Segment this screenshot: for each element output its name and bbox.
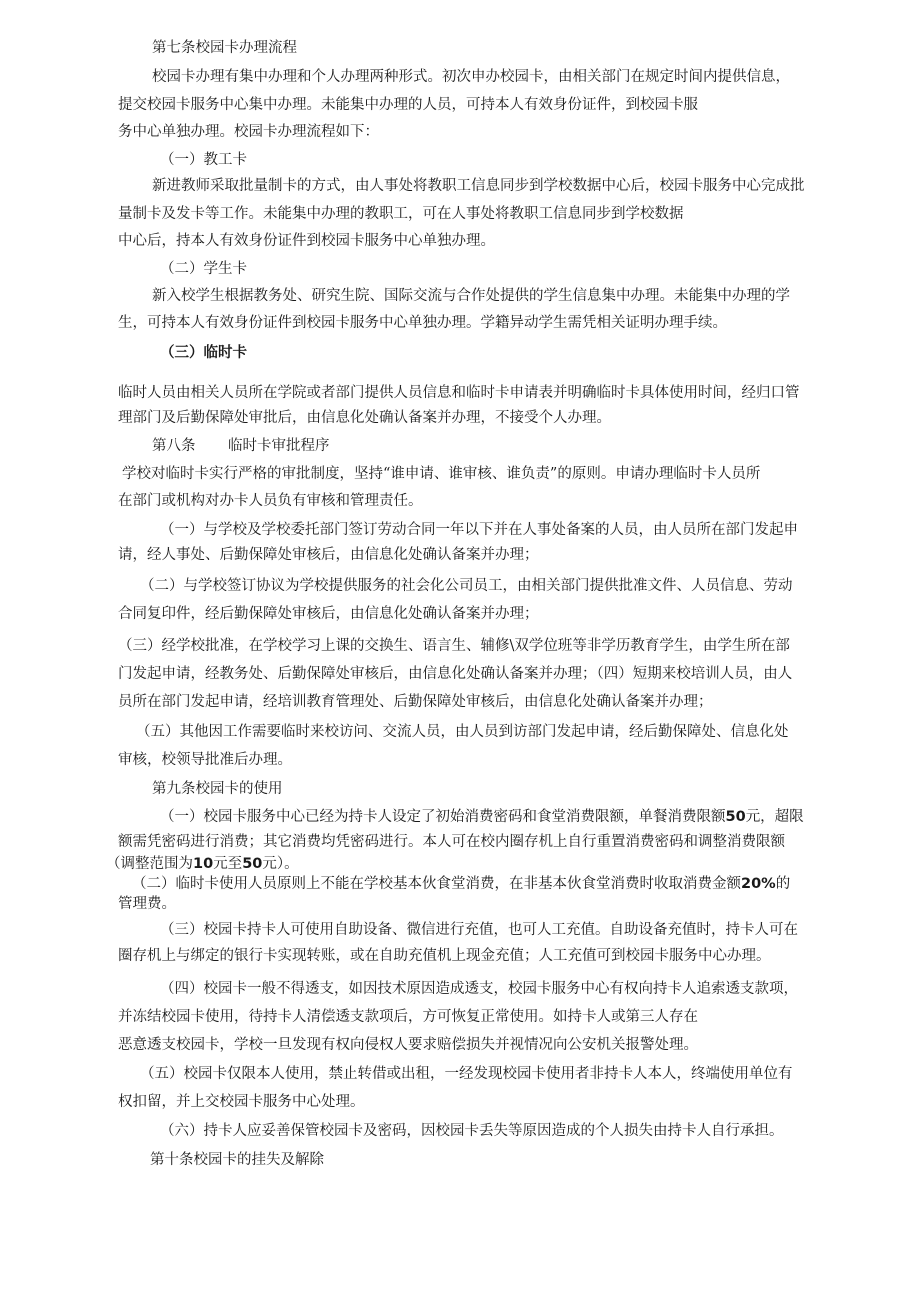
article-8-item-2-line-2: 合同复印件，经后勤保障处审核后，由信息化处确认备案并办理； xyxy=(118,606,539,622)
article-8-heading-number: 第八条 xyxy=(152,438,196,454)
staff-card-heading: （一）教工卡 xyxy=(160,152,247,168)
article-9-item-1-line-2: 额需凭密码进行消费；其它消费均凭密码进行。本人可在校内圈存机上自行重置消费密码和调整消费限额 xyxy=(118,834,785,850)
staff-card-text-line-2: 量制卡及发卡等工作。未能集中办理的教职工，可在人事处将教职工信息同步到学校数据 xyxy=(118,206,684,222)
article-9-heading: 第九条校园卡的使用 xyxy=(152,781,283,797)
article-9-item-4-line-3: 恶意透支校园卡，学校一旦发现有权向侵权人要求赔偿损失并视情况向公安机关报警处理。 xyxy=(118,1037,698,1053)
article-8-item-3-line-1: （三）经学校批准，在学校学习上课的交换生、语言生、辅修\双学位班等非学历教育学生，由学生所在部 xyxy=(118,638,790,654)
article-9-item-3-line-1: （三）校园卡持卡人可使用自助设备、微信进行充值，也可人工充值。自助设备充值时，持卡人可在 xyxy=(160,922,798,938)
temp-card-text-line-2: 理部门及后勤保障处审批后，由信息化处确认备案并办理，不接受个人办理。 xyxy=(118,410,611,426)
article-9-item-5-line-1: （五）校园卡仅限本人使用，禁止转借或出租，一经发现校园卡使用者非持卡人本人，终端使用单位有 xyxy=(140,1066,793,1082)
article-8-heading-title: 临时卡审批程序 xyxy=(228,438,330,454)
article-8-item-1-line-2: 请，经人事处、后勤保障处审核后，由信息化处确认备案并办理； xyxy=(118,547,539,563)
meal-limit-value: 50 xyxy=(725,809,746,825)
range-min-value: 10 xyxy=(193,856,214,872)
article-9-item-4-line-1: （四）校园卡一般不得透支，如因技术原因造成透支，校园卡服务中心有权向持卡人追索透支款项， xyxy=(160,981,798,997)
article-9-item-6: （六）持卡人应妥善保管校园卡及密码，因校园卡丢失等原因造成的个人损失由持卡人自行承担。 xyxy=(160,1123,784,1139)
article-9-item-1-line-3: （调整范围为10元至50元）。 xyxy=(106,856,299,872)
fee-percent-value: 20% xyxy=(741,876,776,892)
article-8-item-4-line-3: 员所在部门发起申请，经培训教育管理处、后勤保障处审核后，由信息化处确认备案并办理； xyxy=(118,694,713,710)
student-card-text-line-1: 新入校学生根据教务处、研究生院、国际交流与合作处提供的学生信息集中办理。未能集中办理的学 xyxy=(152,288,790,304)
article-9-item-2-line-2: 管理费。 xyxy=(118,896,176,912)
article-9-item-4-line-2: 并冻结校园卡使用，待持卡人清偿透支款项后，方可恢复正常使用。如持卡人或第三人存在 xyxy=(118,1009,698,1025)
article-8-intro-line-2: 在部门或机构对办卡人员负有审核和管理责任。 xyxy=(118,493,423,509)
article-7-intro-line-2: 提交校园卡服务中心集中办理。未能集中办理的人员，可持本人有效身份证件，到校园卡服 xyxy=(118,97,698,113)
staff-card-text-line-3: 中心后，持本人有效身份证件到校园卡服务中心单独办理。 xyxy=(118,233,495,249)
article-8-item-5-line-2: 审核，校领导批准后办理。 xyxy=(118,752,292,768)
article-8-item-1-line-1: （一）与学校及学校委托部门签订劳动合同一年以下并在人事处备案的人员，由人员所在部门发起申 xyxy=(160,522,798,538)
article-8-intro-line-1: 学校对临时卡实行严格的审批制度，坚持“谁申请、谁审核、谁负责”的原则。申请办理临时卡人员所 xyxy=(122,466,761,482)
student-card-text-line-2: 生，可持本人有效身份证件到校园卡服务中心单独办理。学籍异动学生需凭相关证明办理手续。 xyxy=(118,315,727,331)
student-card-heading: （二）学生卡 xyxy=(160,261,247,277)
article-7-intro-line-3: 务中心单独办理。校园卡办理流程如下： xyxy=(118,124,379,140)
article-9-item-5-line-2: 权扣留，并上交校园卡服务中心处理。 xyxy=(118,1094,365,1110)
article-8-item-3-line-2: 门发起申请，经教务处、后勤保障处审核后，由信息化处确认备案并办理；（四）短期来校培训人员，由人 xyxy=(118,666,793,682)
article-9-item-2-line-1: （二）临时卡使用人员原则上不能在学校基本伙食堂消费，在非基本伙食堂消费时收取消费金额20%的 xyxy=(132,876,791,892)
article-8-item-2-line-1: （二）与学校签订协议为学校提供服务的社会化公司员工，由相关部门提供批准文件、人员信息、劳动 xyxy=(140,578,793,594)
staff-card-text-line-1: 新进教师采取批量制卡的方式，由人事处将教职工信息同步到学校数据中心后，校园卡服务中心完成批 xyxy=(152,178,805,194)
article-7-heading: 第七条校园卡办理流程 xyxy=(152,40,297,56)
temp-card-text-line-1: 临时人员由相关人员所在学院或者部门提供人员信息和临时卡申请表并明确临时卡具体使用时间，经归口管 xyxy=(118,385,800,401)
article-9-item-3-line-2: 圈存机上与绑定的银行卡实现转账，或在自助充值机上现金充值；人工充值可到校园卡服务中心办理。 xyxy=(118,948,771,964)
temp-card-heading: （三）临时卡 xyxy=(160,345,247,361)
article-7-intro-line-1: 校园卡办理有集中办理和个人办理两种形式。初次申办校园卡，由相关部门在规定时间内提供信息， xyxy=(152,69,790,85)
range-max-value: 50 xyxy=(242,856,263,872)
article-8-item-5-line-1: （五）其他因工作需要临时来校访问、交流人员，由人员到访部门发起申请，经后勤保障处、信息化处 xyxy=(136,724,789,740)
article-9-item-1-line-1: （一）校园卡服务中心已经为持卡人设定了初始消费密码和食堂消费限额，单餐消费限额50元，超限 xyxy=(160,809,804,825)
article-10-heading: 第十条校园卡的挂失及解除 xyxy=(150,1152,324,1168)
